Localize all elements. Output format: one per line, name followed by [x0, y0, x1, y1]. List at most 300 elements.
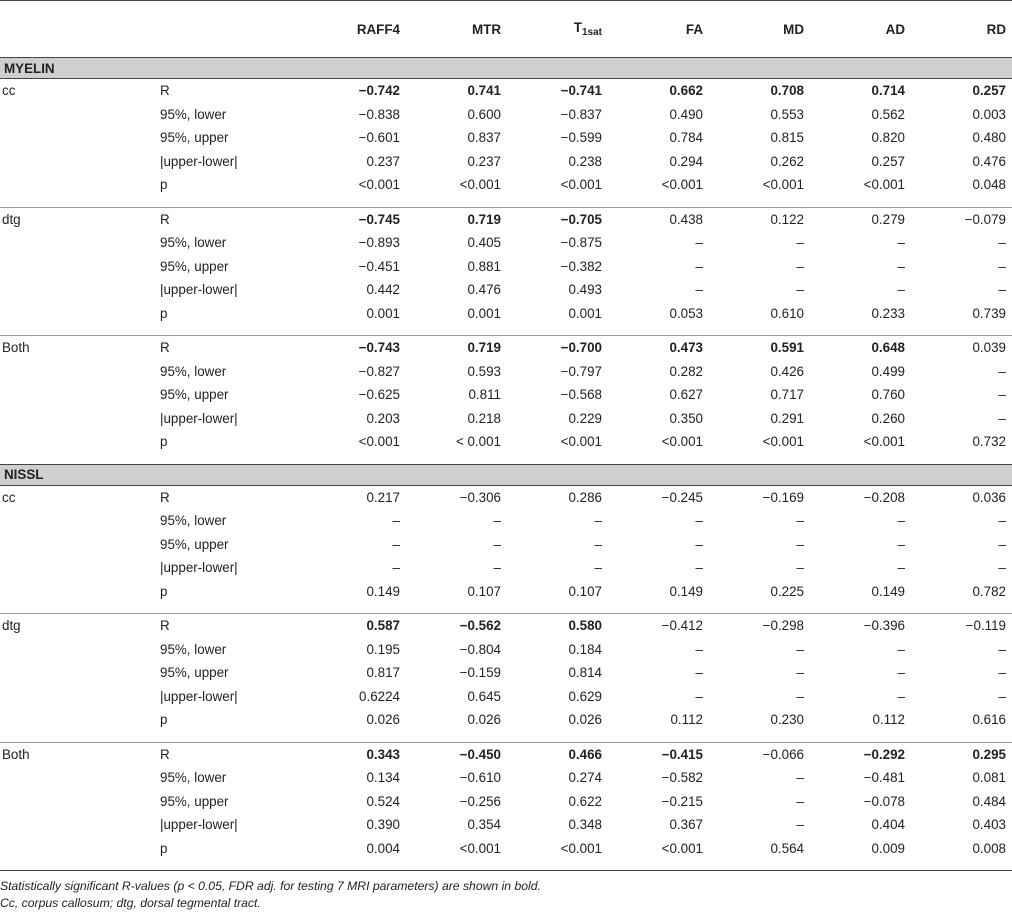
value-cell: −0.745 — [358, 211, 400, 227]
value-cell: 0.134 — [366, 770, 400, 786]
value-cell: – — [796, 282, 804, 298]
group-label-cell — [0, 766, 145, 790]
value-cell: 0.001 — [467, 305, 501, 321]
value-cell: −0.599 — [560, 130, 602, 146]
value-cell: −0.245 — [661, 489, 703, 505]
value-cell: −0.415 — [661, 746, 703, 762]
value-cell: – — [695, 282, 703, 298]
group-label-cell: dtg — [2, 211, 21, 227]
value-cell: – — [493, 536, 501, 552]
value-cell: −0.741 — [560, 83, 602, 99]
value-cell: – — [796, 770, 804, 786]
value-cell: 0.122 — [770, 211, 804, 227]
value-cell: 0.817 — [366, 665, 400, 681]
value-cell: – — [392, 536, 400, 552]
value-cell: – — [897, 536, 905, 552]
value-cell: – — [796, 560, 804, 576]
value-cell: – — [897, 235, 905, 251]
group-label-cell: Both — [2, 340, 30, 356]
value-cell: −0.582 — [661, 770, 703, 786]
section-header-row — [0, 464, 1012, 485]
stat-label-cell: |upper-lower| — [160, 817, 238, 833]
value-cell: −0.412 — [661, 618, 703, 634]
value-cell: 0.026 — [366, 712, 400, 728]
value-cell: 0.480 — [972, 130, 1006, 146]
value-cell: 0.282 — [669, 363, 703, 379]
value-cell: −0.292 — [863, 746, 905, 762]
value-cell: −0.804 — [459, 641, 501, 657]
stat-label-cell: R — [160, 211, 170, 227]
value-cell: 0.564 — [770, 840, 804, 856]
value-cell: 0.587 — [366, 618, 400, 634]
table-row — [0, 336, 1012, 360]
group-label-cell: cc — [2, 83, 16, 99]
value-cell: – — [695, 560, 703, 576]
value-cell: <0.001 — [661, 177, 703, 193]
value-cell: 0.648 — [871, 340, 905, 356]
value-cell: – — [493, 560, 501, 576]
value-cell: <0.001 — [661, 840, 703, 856]
value-cell: – — [392, 560, 400, 576]
value-cell: 0.627 — [669, 387, 703, 403]
value-cell: −0.079 — [964, 211, 1006, 227]
value-cell: −0.562 — [459, 618, 501, 634]
value-cell: 0.009 — [871, 840, 905, 856]
value-cell: – — [998, 513, 1006, 529]
group-spacer-cell — [0, 325, 1012, 336]
value-cell: 0.719 — [467, 211, 501, 227]
value-cell: – — [897, 665, 905, 681]
stat-label-cell: R — [160, 340, 170, 356]
table-row — [0, 207, 1012, 231]
table-row — [0, 813, 1012, 837]
value-cell: 0.629 — [568, 688, 602, 704]
value-cell: 0.257 — [972, 83, 1006, 99]
value-cell: 0.645 — [467, 688, 501, 704]
value-cell: 0.217 — [366, 489, 400, 505]
group-spacer-cell — [0, 732, 1012, 743]
value-cell: −0.481 — [863, 770, 905, 786]
group-label-cell — [0, 173, 145, 197]
stat-label-cell: 95%, lower — [160, 106, 227, 122]
group-label-cell — [0, 430, 145, 454]
value-cell: – — [695, 536, 703, 552]
value-cell: 0.279 — [871, 211, 905, 227]
value-cell: – — [695, 688, 703, 704]
value-cell: – — [998, 387, 1006, 403]
value-cell: 0.026 — [467, 712, 501, 728]
value-cell: – — [998, 363, 1006, 379]
value-cell: 0.048 — [972, 177, 1006, 193]
value-cell: – — [695, 641, 703, 657]
value-cell: 0.367 — [669, 817, 703, 833]
value-cell: 0.405 — [467, 235, 501, 251]
value-cell: 0.466 — [568, 746, 602, 762]
stat-label-cell: 95%, lower — [160, 235, 227, 251]
value-cell: – — [998, 536, 1006, 552]
value-cell: – — [897, 258, 905, 274]
value-cell: 0.476 — [467, 282, 501, 298]
table-row — [0, 837, 1012, 861]
value-cell: 0.484 — [972, 793, 1006, 809]
value-cell: 0.036 — [972, 489, 1006, 505]
table-row — [0, 278, 1012, 302]
value-cell: – — [695, 513, 703, 529]
value-cell: 0.493 — [568, 282, 602, 298]
table-row — [0, 685, 1012, 709]
value-cell: 0.295 — [972, 746, 1006, 762]
value-cell: 0.403 — [972, 817, 1006, 833]
value-cell: 0.081 — [972, 770, 1006, 786]
value-cell: 0.739 — [972, 305, 1006, 321]
group-label-cell — [0, 509, 145, 533]
group-label-cell — [0, 685, 145, 709]
group-label-cell — [0, 360, 145, 384]
table-footnotes — [0, 878, 541, 912]
value-cell: 0.814 — [568, 665, 602, 681]
value-cell: – — [897, 641, 905, 657]
value-cell: 0.662 — [669, 83, 703, 99]
table-row — [0, 255, 1012, 279]
value-cell: −0.705 — [560, 211, 602, 227]
stat-label-cell: 95%, upper — [160, 130, 229, 146]
group-spacer-row — [0, 603, 1012, 614]
value-cell: 0.811 — [468, 387, 501, 403]
value-cell: 0.026 — [568, 712, 602, 728]
table-header — [0, 1, 1012, 58]
stat-label-cell: p — [160, 840, 168, 856]
value-cell: 0.107 — [568, 583, 602, 599]
group-spacer-cell — [0, 454, 1012, 465]
value-cell: −0.306 — [459, 489, 501, 505]
value-cell: 0.229 — [568, 410, 602, 426]
value-cell: 0.562 — [871, 106, 905, 122]
value-cell: 0.732 — [972, 434, 1006, 450]
value-cell: 0.003 — [972, 106, 1006, 122]
value-cell: 0.218 — [467, 410, 501, 426]
group-spacer-cell — [0, 860, 1012, 871]
value-cell: – — [998, 688, 1006, 704]
value-cell: −0.066 — [762, 746, 804, 762]
value-cell: 0.438 — [669, 211, 703, 227]
group-label-cell — [0, 790, 145, 814]
value-cell: 0.257 — [871, 153, 905, 169]
value-cell: 0.008 — [972, 840, 1006, 856]
value-cell: <0.001 — [358, 177, 400, 193]
table-row — [0, 231, 1012, 255]
value-cell: 0.473 — [669, 340, 703, 356]
group-label-cell — [0, 837, 145, 861]
value-cell: 0.237 — [366, 153, 400, 169]
header-mtr: MTR — [406, 1, 507, 58]
value-cell: −0.396 — [863, 618, 905, 634]
group-label-cell — [0, 407, 145, 431]
value-cell: 0.203 — [366, 410, 400, 426]
stat-label-cell: |upper-lower| — [160, 688, 238, 704]
value-cell: −0.169 — [762, 489, 804, 505]
value-cell: 0.499 — [871, 363, 905, 379]
value-cell: −0.601 — [358, 130, 400, 146]
value-cell: 0.616 — [972, 712, 1006, 728]
table-row — [0, 150, 1012, 174]
value-cell: 0.350 — [669, 410, 703, 426]
group-spacer-cell — [0, 197, 1012, 208]
header-raff4: RAFF4 — [305, 1, 406, 58]
group-spacer-row — [0, 197, 1012, 208]
value-cell: – — [897, 282, 905, 298]
value-cell: 0.112 — [670, 712, 703, 728]
group-label-cell — [0, 255, 145, 279]
group-label-cell — [0, 580, 145, 604]
value-cell: −0.743 — [358, 340, 400, 356]
group-label-cell — [0, 302, 145, 326]
value-cell: 0.053 — [669, 305, 703, 321]
value-cell: 0.442 — [366, 282, 400, 298]
value-cell: 0.149 — [366, 583, 400, 599]
table-row — [0, 302, 1012, 326]
value-cell: 0.354 — [467, 817, 501, 833]
header-blank-group — [0, 1, 145, 58]
value-cell: 0.390 — [366, 817, 400, 833]
value-cell: 0.820 — [871, 130, 905, 146]
table-row — [0, 708, 1012, 732]
value-cell: 0.591 — [770, 340, 804, 356]
stat-label-cell: |upper-lower| — [160, 560, 238, 576]
value-cell: 0.610 — [770, 305, 804, 321]
table-row — [0, 360, 1012, 384]
group-label-cell — [0, 661, 145, 685]
value-cell: – — [998, 641, 1006, 657]
value-cell: – — [897, 513, 905, 529]
stat-label-cell: 95%, upper — [160, 665, 229, 681]
value-cell: – — [594, 536, 602, 552]
value-cell: – — [796, 793, 804, 809]
table-row — [0, 509, 1012, 533]
value-cell: 0.233 — [871, 305, 905, 321]
value-cell: – — [998, 410, 1006, 426]
value-cell: – — [695, 665, 703, 681]
group-label-cell: dtg — [2, 618, 21, 634]
header-md: MD — [709, 1, 810, 58]
group-label-cell — [0, 278, 145, 302]
value-cell: −0.838 — [358, 106, 400, 122]
table-row — [0, 742, 1012, 766]
value-cell: −0.742 — [358, 83, 400, 99]
value-cell: 0.262 — [770, 153, 804, 169]
table-row — [0, 79, 1012, 103]
value-cell: 0.580 — [568, 618, 602, 634]
value-cell: 0.184 — [568, 641, 602, 657]
value-cell: 0.760 — [871, 387, 905, 403]
value-cell: 0.426 — [770, 363, 804, 379]
value-cell: 0.230 — [770, 712, 804, 728]
stat-label-cell: R — [160, 746, 170, 762]
stat-label-cell: R — [160, 489, 170, 505]
group-label-cell — [0, 231, 145, 255]
value-cell: −0.382 — [560, 258, 602, 274]
group-label-cell — [0, 126, 145, 150]
value-cell: 0.348 — [568, 817, 602, 833]
table-row — [0, 407, 1012, 431]
stat-label-cell: 95%, lower — [160, 770, 227, 786]
value-cell: −0.159 — [459, 665, 501, 681]
value-cell: 0.112 — [872, 712, 905, 728]
value-cell: 0.149 — [669, 583, 703, 599]
table-row — [0, 485, 1012, 509]
value-cell: <0.001 — [358, 434, 400, 450]
value-cell: 0.039 — [972, 340, 1006, 356]
table-row — [0, 533, 1012, 557]
value-cell: – — [998, 665, 1006, 681]
value-cell: <0.001 — [459, 177, 501, 193]
table-row — [0, 614, 1012, 638]
stat-label-cell: p — [160, 177, 168, 193]
stat-label-cell: 95%, upper — [160, 387, 229, 403]
value-cell: – — [998, 235, 1006, 251]
value-cell: 0.524 — [366, 793, 400, 809]
footnote-abbreviations: Cc, corpus callosum; dtg, dorsal tegmental tract. — [0, 896, 261, 910]
value-cell: −0.215 — [661, 793, 703, 809]
group-label-cell — [0, 708, 145, 732]
table-row — [0, 638, 1012, 662]
value-cell: 0.708 — [770, 83, 804, 99]
value-cell: <0.001 — [560, 840, 602, 856]
value-cell: 0.291 — [770, 410, 804, 426]
section-header-row — [0, 58, 1012, 79]
value-cell: 0.294 — [669, 153, 703, 169]
value-cell: 0.553 — [770, 106, 804, 122]
value-cell: – — [392, 513, 400, 529]
value-cell: 0.593 — [467, 363, 501, 379]
stat-label-cell: 95%, lower — [160, 363, 227, 379]
group-label-cell — [0, 638, 145, 662]
value-cell: 0.476 — [972, 153, 1006, 169]
value-cell: – — [695, 235, 703, 251]
value-cell: 0.600 — [467, 106, 501, 122]
value-cell: 0.784 — [669, 130, 703, 146]
value-cell: – — [796, 258, 804, 274]
stat-label-cell: 95%, upper — [160, 793, 229, 809]
header-blank-stat — [145, 1, 305, 58]
value-cell: 0.717 — [770, 387, 804, 403]
stat-label-cell: 95%, upper — [160, 536, 229, 552]
value-cell: 0.782 — [972, 583, 1006, 599]
value-cell: – — [796, 641, 804, 657]
table-row — [0, 103, 1012, 127]
value-cell: <0.001 — [560, 434, 602, 450]
value-cell: – — [796, 665, 804, 681]
group-spacer-cell — [0, 603, 1012, 614]
value-cell: −0.451 — [358, 258, 400, 274]
value-cell: < 0.001 — [455, 434, 501, 450]
value-cell: – — [493, 513, 501, 529]
stat-label-cell: |upper-lower| — [160, 153, 238, 169]
value-cell: – — [796, 235, 804, 251]
value-cell: 0.741 — [467, 83, 501, 99]
value-cell: 0.195 — [366, 641, 400, 657]
group-label-cell — [0, 813, 145, 837]
stat-label-cell: R — [160, 618, 170, 634]
table-row — [0, 766, 1012, 790]
stat-label-cell: p — [160, 305, 168, 321]
header-t1sat — [507, 1, 608, 58]
value-cell: 0.719 — [467, 340, 501, 356]
table-row — [0, 580, 1012, 604]
value-cell: −0.119 — [965, 618, 1006, 634]
value-cell: – — [998, 282, 1006, 298]
value-cell: <0.001 — [762, 434, 804, 450]
stat-label-cell: 95%, lower — [160, 513, 227, 529]
value-cell: 0.881 — [467, 258, 501, 274]
value-cell: – — [796, 817, 804, 833]
value-cell: <0.001 — [560, 177, 602, 193]
value-cell: – — [998, 560, 1006, 576]
value-cell: – — [796, 688, 804, 704]
group-spacer-row — [0, 860, 1012, 871]
value-cell: – — [695, 258, 703, 274]
value-cell: −0.568 — [560, 387, 602, 403]
table-row — [0, 790, 1012, 814]
header-t1sat-base: T — [573, 20, 582, 35]
group-spacer-row — [0, 325, 1012, 336]
value-cell: <0.001 — [762, 177, 804, 193]
value-cell: −0.837 — [560, 106, 602, 122]
section-title: NISSL — [0, 464, 1012, 485]
value-cell: −0.893 — [358, 235, 400, 251]
value-cell: −0.700 — [560, 340, 602, 356]
value-cell: <0.001 — [863, 177, 905, 193]
stat-label-cell: p — [160, 434, 168, 450]
value-cell: – — [796, 513, 804, 529]
value-cell: −0.610 — [459, 770, 501, 786]
header-rd: RD — [911, 1, 1012, 58]
table-row — [0, 430, 1012, 454]
value-cell: 0.286 — [568, 489, 602, 505]
value-cell: – — [897, 688, 905, 704]
value-cell: 0.237 — [467, 153, 501, 169]
group-label-cell — [0, 383, 145, 407]
value-cell: −0.875 — [560, 235, 602, 251]
table-row — [0, 126, 1012, 150]
value-cell: <0.001 — [863, 434, 905, 450]
value-cell: 0.490 — [669, 106, 703, 122]
value-cell: 0.714 — [871, 83, 905, 99]
stat-label-cell: |upper-lower| — [160, 282, 238, 298]
group-label-cell: cc — [2, 489, 16, 505]
stat-label-cell: 95%, upper — [160, 258, 229, 274]
value-cell: 0.001 — [366, 305, 400, 321]
value-cell: −0.625 — [358, 387, 400, 403]
value-cell: <0.001 — [459, 840, 501, 856]
table-row — [0, 173, 1012, 197]
value-cell: 0.107 — [467, 583, 501, 599]
group-spacer-row — [0, 732, 1012, 743]
value-cell: −0.298 — [762, 618, 804, 634]
stat-label-cell: |upper-lower| — [160, 410, 238, 426]
value-cell: −0.256 — [459, 793, 501, 809]
header-t1sat-subscript: 1sat — [581, 27, 602, 38]
value-cell: −0.208 — [863, 489, 905, 505]
value-cell: 0.238 — [568, 153, 602, 169]
value-cell: – — [998, 258, 1006, 274]
value-cell: – — [796, 536, 804, 552]
table-row — [0, 556, 1012, 580]
value-cell: – — [897, 560, 905, 576]
group-label-cell — [0, 556, 145, 580]
table-body — [0, 58, 1012, 871]
value-cell: 0.004 — [366, 840, 400, 856]
value-cell: 0.343 — [366, 746, 400, 762]
